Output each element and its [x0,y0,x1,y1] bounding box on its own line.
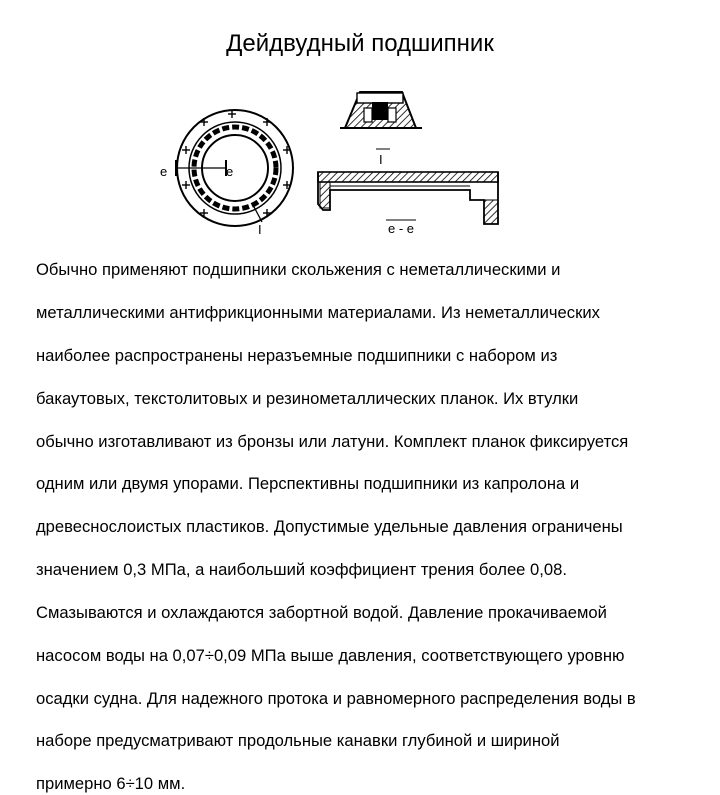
section-label-right: е [226,164,234,179]
section-caption: е - е [388,221,415,236]
text-line: примерно 6÷10 мм. [36,774,186,794]
text-line: значением 0,3 МПа, а наибольший коэффициент трения более 0,08. [36,560,567,580]
detail-view-top [340,92,422,167]
text-line: наиболее распространены неразъемные подшипники с набором из [36,346,558,366]
text-line: одним или двумя упорами. Перспективны подшипники из капролона и [36,474,580,494]
text-line: Смазываются и охлаждаются забортной водой. Давление прокачиваемой [36,602,607,622]
text-line: металлическими антифрикционными материалами. Из неметаллических [36,303,600,323]
view-label-top: I [379,152,383,167]
text-line: бакаутовых, текстолитовых и резинометаллических планок. Их втулки [36,388,579,408]
longitudinal-section [318,172,498,236]
text-line: наборе предусматривают продольные канавки глубиной и шириной [36,731,560,751]
slide-title: Дейдвудный подшипник [226,30,494,57]
description-text [36,238,696,795]
bearing-cross-section [160,110,293,237]
text-line: Обычно применяют подшипники скольжения с неметаллическими и [36,260,561,280]
text-line: осадки судна. Для надежного протока и равномерного распределения воды в [36,688,636,708]
text-line: древеснослоистых пластиков. Допустимые удельные давления ограничены [36,517,623,537]
section-label-left: е [160,164,168,179]
bearing-drawing [0,0,720,240]
text-line: насосом воды на 0,07÷0,09 МПа выше давления, соответствующего уровню [36,645,625,665]
view-label: I [258,222,262,237]
text-line: обычно изготавливают из бронзы или латуни. Комплект планок фиксируется [36,431,629,451]
